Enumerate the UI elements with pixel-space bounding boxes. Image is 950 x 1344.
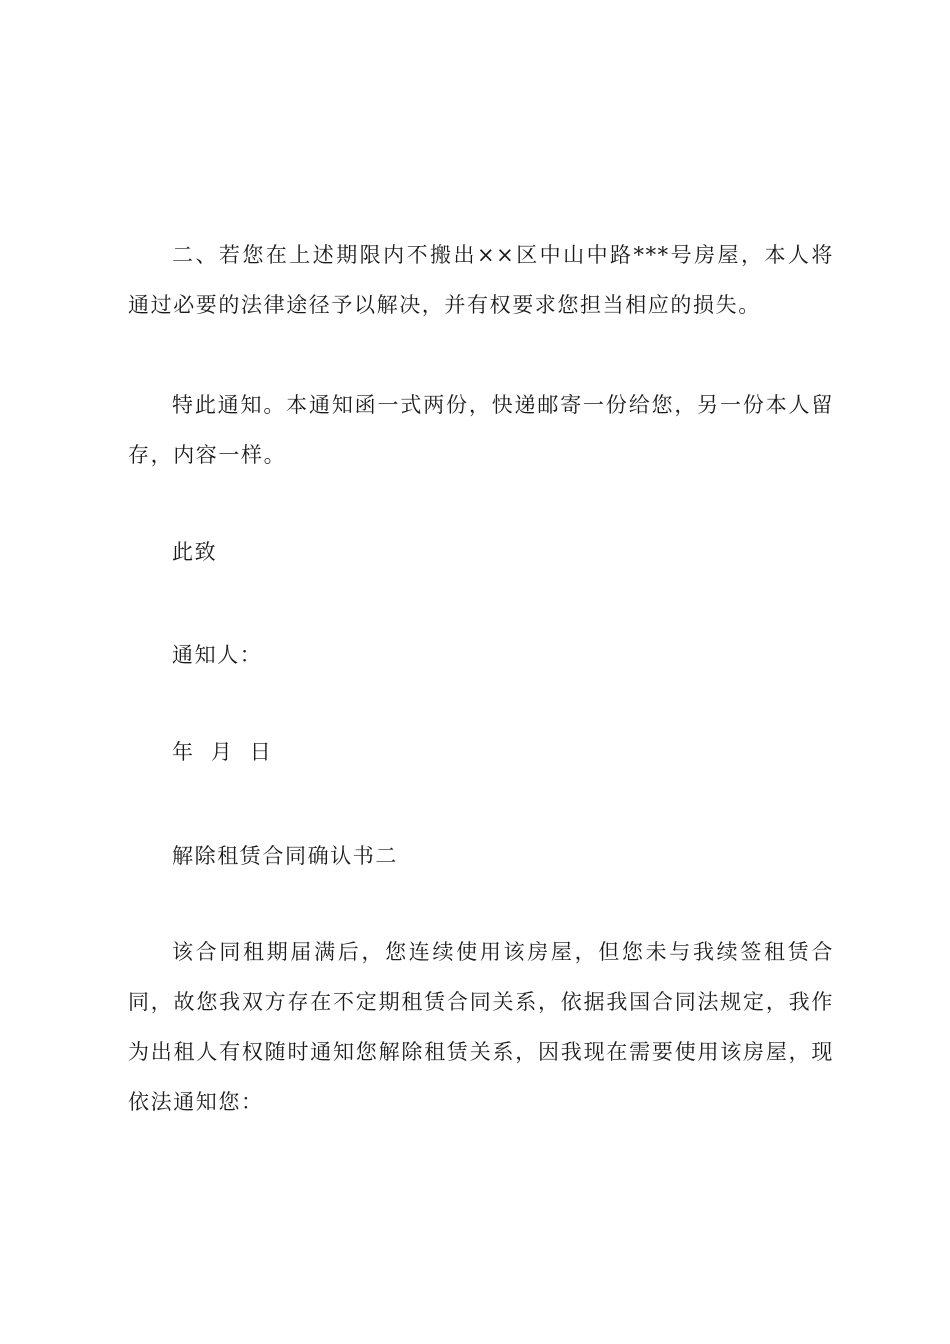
salutation: 此致 (172, 540, 218, 564)
date-line: 年 月 日 (172, 740, 273, 764)
paragraph-notice: 特此通知。本通知函一式两份，快递邮寄一份给您，另一份本人留存，内容一样。 (128, 393, 834, 467)
notifier-label: 通知人： (172, 643, 263, 667)
paragraph-termination-body: 该合同租期届满后，您连续使用该房屋，但您未与我续签租赁合同，故您我双方存在不定期租赁合同关系，依据我国合同法规定，我作为出租人有权随时通知您解除租赁关系，因我现在需要使用该房屋，现依法通知您： (128, 940, 834, 1114)
paragraph-moveout-warning: 二、若您在上述期限内不搬出××区中山中路***号房屋，本人将通过必要的法律途径予以解决，并有权要求您担当相应的损失。 (128, 243, 834, 317)
section-title: 解除租赁合同确认书二 (172, 844, 398, 868)
